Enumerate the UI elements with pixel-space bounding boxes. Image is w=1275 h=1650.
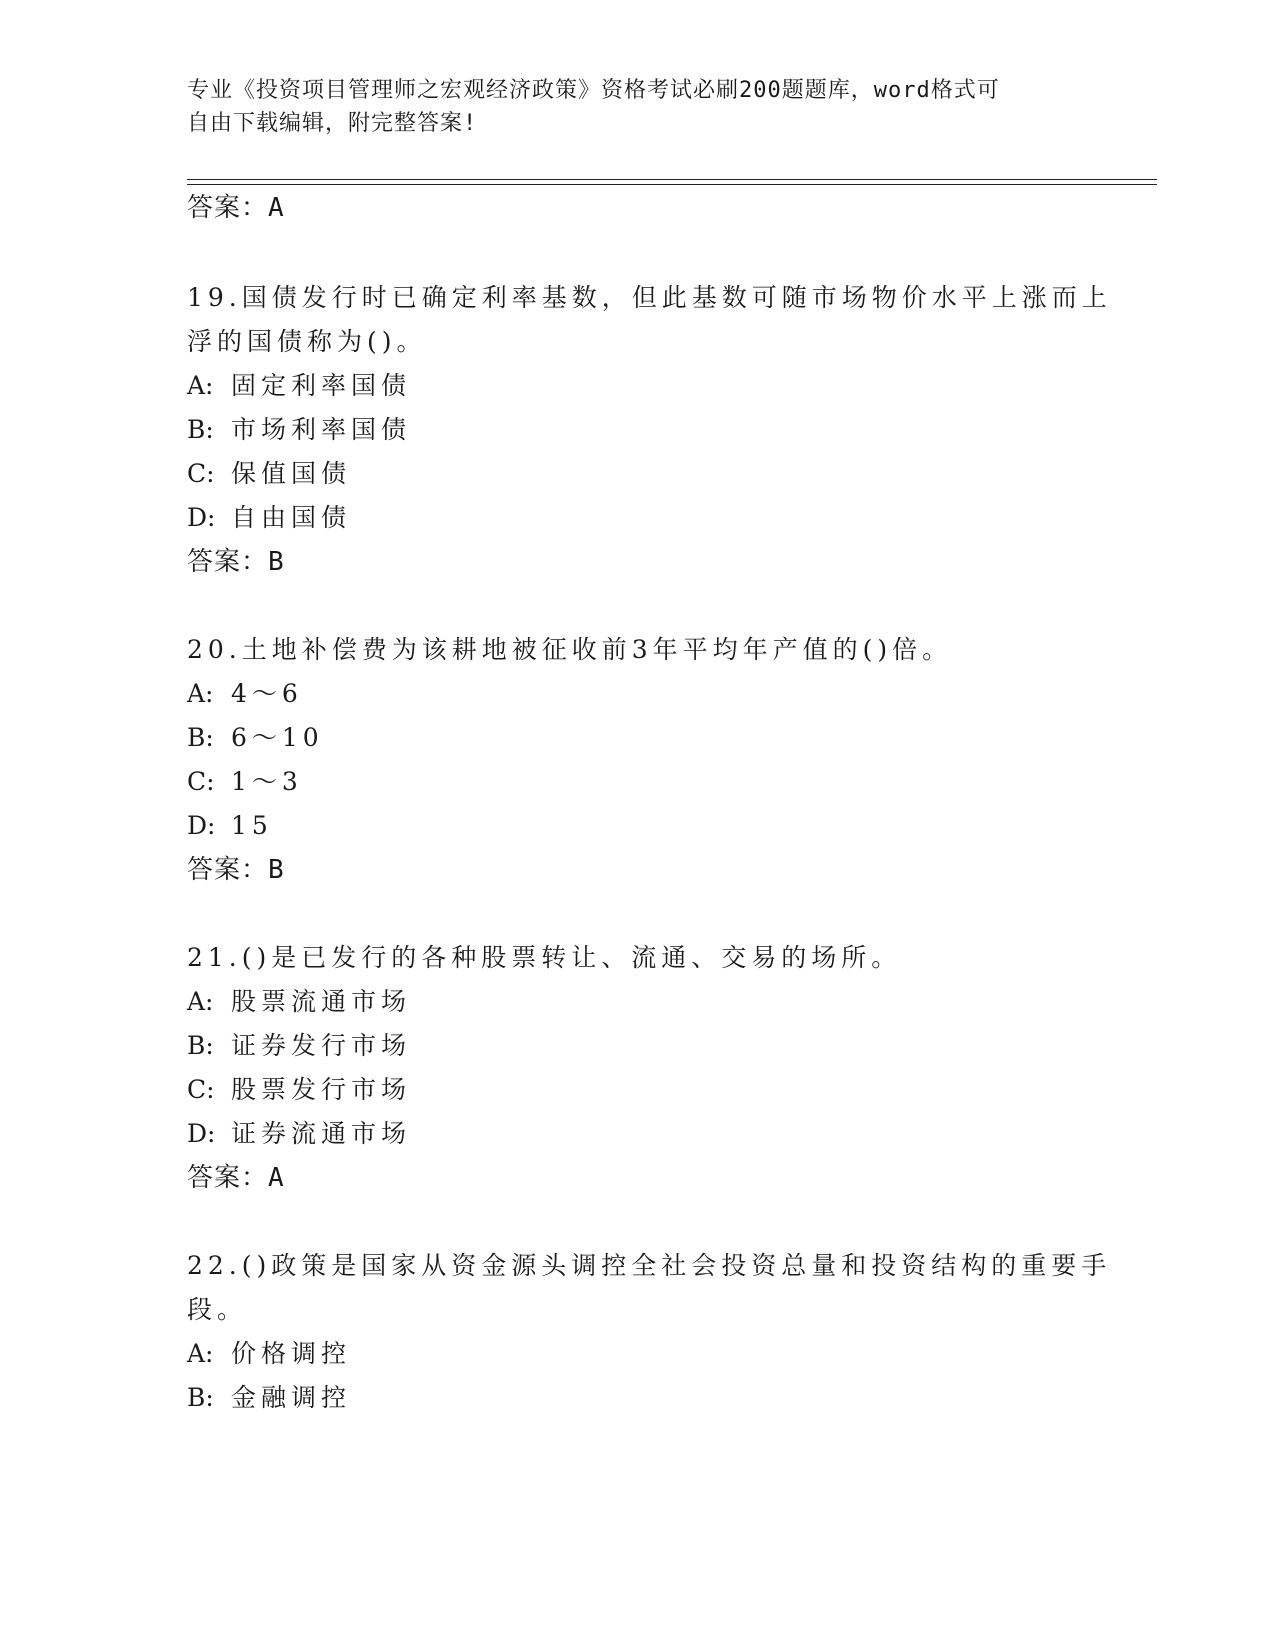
option-letter: B:	[187, 723, 214, 752]
option-text: 4～6	[231, 679, 303, 708]
question-19-option-d	[187, 501, 351, 535]
option-letter: C:	[187, 767, 215, 796]
question-22-option-a	[187, 1337, 351, 1371]
question-21-option-b	[187, 1029, 411, 1063]
question-19-stem-line-1: 19.国债发行时已确定利率基数，但此基数可随市场物价水平上涨而上	[187, 283, 1112, 312]
header-line-1: 专业《投资项目管理师之宏观经济政策》资格考试必刷200题题库，word格式可	[187, 78, 1000, 103]
question-19-stem-line-2: 浮的国债称为()。	[187, 327, 427, 356]
question-21-option-c	[187, 1073, 411, 1107]
option-letter: D:	[187, 503, 216, 532]
option-text: 固定利率国债	[231, 371, 412, 400]
option-text: 证券流通市场	[231, 1119, 412, 1148]
header-line-2: 自由下载编辑，附完整答案!	[187, 111, 478, 136]
option-text: 1～3	[231, 767, 303, 796]
option-letter: B:	[187, 415, 214, 444]
question-20-option-c	[187, 765, 303, 799]
option-text: 自由国债	[231, 503, 352, 532]
question-22-option-b	[187, 1381, 351, 1415]
answer-previous: 答案：A	[187, 193, 285, 223]
option-letter: D:	[187, 1119, 216, 1148]
option-letter: D:	[187, 811, 216, 840]
question-20-answer: 答案：B	[187, 855, 285, 885]
option-text: 证券发行市场	[231, 1031, 412, 1060]
option-letter: C:	[187, 1075, 215, 1104]
question-21-stem-line-1: 21.()是已发行的各种股票转让、流通、交易的场所。	[187, 943, 902, 972]
question-19-answer: 答案：B	[187, 547, 285, 577]
option-letter: B:	[187, 1031, 214, 1060]
question-20-option-a	[187, 677, 303, 711]
document-header	[187, 74, 1067, 140]
question-21-option-d	[187, 1117, 411, 1151]
option-letter: A:	[187, 679, 214, 708]
option-letter: A:	[187, 1339, 214, 1368]
question-21-answer: 答案：A	[187, 1163, 285, 1193]
header-divider-top	[187, 179, 1157, 180]
question-19-option-c	[187, 457, 351, 491]
option-text: 股票发行市场	[231, 1075, 412, 1104]
option-text: 市场利率国债	[231, 415, 412, 444]
option-text: 15	[231, 811, 273, 840]
question-22-stem-line-1: 22.()政策是国家从资金源头调控全社会投资总量和投资结构的重要手	[187, 1251, 1112, 1280]
option-letter: B:	[187, 1383, 214, 1412]
option-text: 保值国债	[231, 459, 352, 488]
question-19-option-b	[187, 413, 411, 447]
option-text: 6～10	[231, 723, 324, 752]
option-letter: A:	[187, 987, 214, 1016]
header-divider-bottom	[187, 184, 1157, 185]
option-text: 金融调控	[231, 1383, 352, 1412]
question-20-stem-line-1: 20.土地补偿费为该耕地被征收前3年平均年产值的()倍。	[187, 635, 953, 664]
option-letter: A:	[187, 371, 214, 400]
question-19-option-a	[187, 369, 411, 403]
question-22-stem-line-2: 段。	[187, 1295, 248, 1324]
option-text: 价格调控	[231, 1339, 352, 1368]
option-text: 股票流通市场	[231, 987, 412, 1016]
question-20-option-b	[187, 721, 324, 755]
question-21-option-a	[187, 985, 411, 1019]
question-20-option-d	[187, 809, 273, 843]
option-letter: C:	[187, 459, 215, 488]
